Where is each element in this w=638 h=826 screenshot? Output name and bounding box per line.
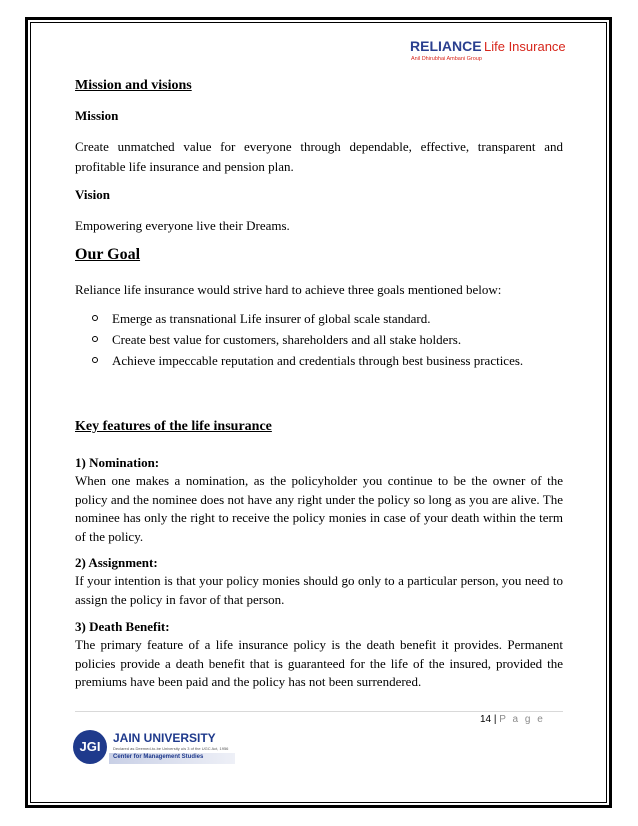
death-benefit-title: 3) Death Benefit:: [75, 619, 170, 634]
vision-text: Empowering everyone live their Dreams.: [75, 218, 290, 233]
list-item: Achieve impeccable reputation and credentials through best business practices.: [75, 351, 563, 371]
jain-university-name: JAIN UNIVERSITY: [113, 731, 216, 745]
footer-divider: [75, 711, 563, 712]
reliance-brand-sub: Life Insurance: [484, 39, 566, 54]
nomination-title: 1) Nomination:: [75, 455, 160, 470]
jain-university-sub: Declared as Deemed-to-be University u/s 3 of the UGC Act, 1956: [113, 746, 229, 751]
bullet-icon: [92, 357, 98, 363]
nomination-text: When one makes a nomination, as the policyholder you continue to be the owner of the policy and the nominee does not have any right under the policy so long as you are alive. The nominee has only the right to receive the policy monies in case of your death within the term of the policy.: [75, 473, 563, 544]
jain-university-logo: [73, 728, 243, 770]
vision-label: Vision: [75, 187, 110, 202]
reliance-logo: [410, 38, 590, 68]
our-goal-heading: Our Goal: [75, 246, 141, 263]
mission-text: Create unmatched value for everyone through dependable, effective, transparent and profitable life insurance and pension plan.: [75, 139, 563, 174]
our-goal-intro: Reliance life insurance would strive hard to achieve three goals mentioned below:: [75, 282, 502, 297]
page-number: 14 | P a g e: [480, 714, 545, 725]
reliance-brand: RELIANCE: [410, 38, 482, 54]
jain-center-bar: Center for Management Studies: [109, 753, 235, 764]
key-features-heading: Key features of the life insurance: [75, 419, 272, 434]
bullet-icon: [92, 315, 98, 321]
assignment-text: If your intention is that your policy monies should go only to a particular person, you need to assign the policy in favor of that person.: [75, 573, 563, 607]
death-benefit-text: The primary feature of a life insurance policy is the death benefit it provides. Permanent policies provide a death benefit that is guaranteed for the life of the insured, provided the premiums have been paid and the policy has not been surrendered.: [75, 637, 563, 689]
jgi-emblem-icon: JGI: [73, 730, 107, 764]
reliance-tagline: Anil Dhirubhai Ambani Group: [411, 56, 482, 62]
assignment-title: 2) Assignment:: [75, 555, 158, 570]
bullet-icon: [92, 336, 98, 342]
list-item: Emerge as transnational Life insurer of global scale standard.: [75, 309, 563, 329]
mission-visions-heading: Mission and visions: [75, 78, 192, 93]
goal-list: [75, 309, 563, 372]
mission-label: Mission: [75, 108, 119, 123]
list-item: Create best value for customers, shareholders and all stake holders.: [75, 330, 563, 350]
